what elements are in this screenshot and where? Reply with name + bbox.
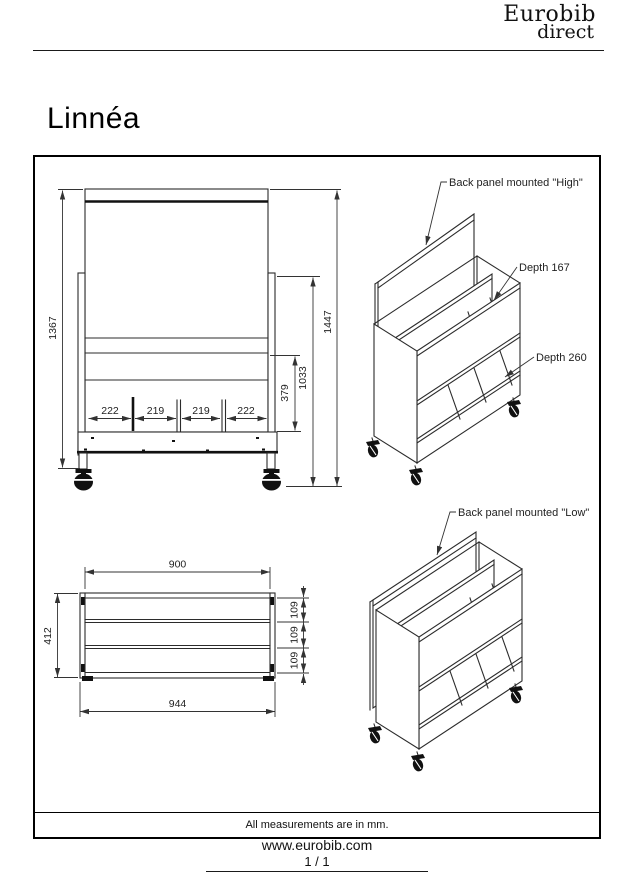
label-back-panel-high: Back panel mounted "High" (449, 177, 583, 189)
dim-total-height: 1447 (322, 310, 334, 334)
top-view (42, 559, 309, 718)
front-view (47, 189, 342, 491)
dim-post-height: 1033 (297, 366, 309, 390)
dim-bay-1: 222 (101, 405, 119, 417)
measurement-note: All measurements are in mm. (245, 819, 389, 831)
dim-bay-2: 219 (146, 405, 165, 417)
dim-row-3: 109 (288, 651, 301, 670)
caster-front-left (74, 469, 93, 491)
label-depth-167: Depth 167 (519, 262, 570, 274)
page-number: 1 / 1 (304, 854, 330, 869)
technical-drawing (33, 155, 601, 839)
caster-iso (366, 438, 380, 459)
caster-front-right (262, 469, 281, 491)
dim-bay-3: 219 (192, 405, 210, 417)
dim-total-height-no-casters: 1367 (47, 316, 59, 340)
caster-iso (409, 466, 423, 487)
caster-iso (411, 752, 425, 773)
dim-shelf-height: 379 (279, 384, 291, 402)
logo-line-2: direct (537, 21, 594, 43)
label-back-panel-low: Back panel mounted "Low" (458, 507, 590, 519)
dim-outer-width: 944 (168, 698, 187, 710)
header-rule (33, 50, 604, 51)
brand-logo (503, 4, 596, 42)
dim-row-1: 109 (288, 601, 301, 619)
label-depth-260: Depth 260 (536, 352, 587, 364)
logo-line-1: Eurobib (503, 2, 596, 27)
dim-depth: 412 (42, 627, 54, 645)
page-footer (33, 837, 601, 872)
dim-inner-width: 900 (168, 558, 187, 571)
caster-iso (368, 724, 382, 745)
dim-bay-4: 222 (237, 405, 255, 417)
page-title: Linnéa (47, 102, 141, 135)
dim-row-2: 109 (288, 626, 301, 644)
website-url: www.eurobib.com (261, 837, 373, 853)
iso-view-high (366, 177, 587, 487)
footer-rule (206, 871, 428, 872)
iso-view-low (368, 507, 589, 773)
